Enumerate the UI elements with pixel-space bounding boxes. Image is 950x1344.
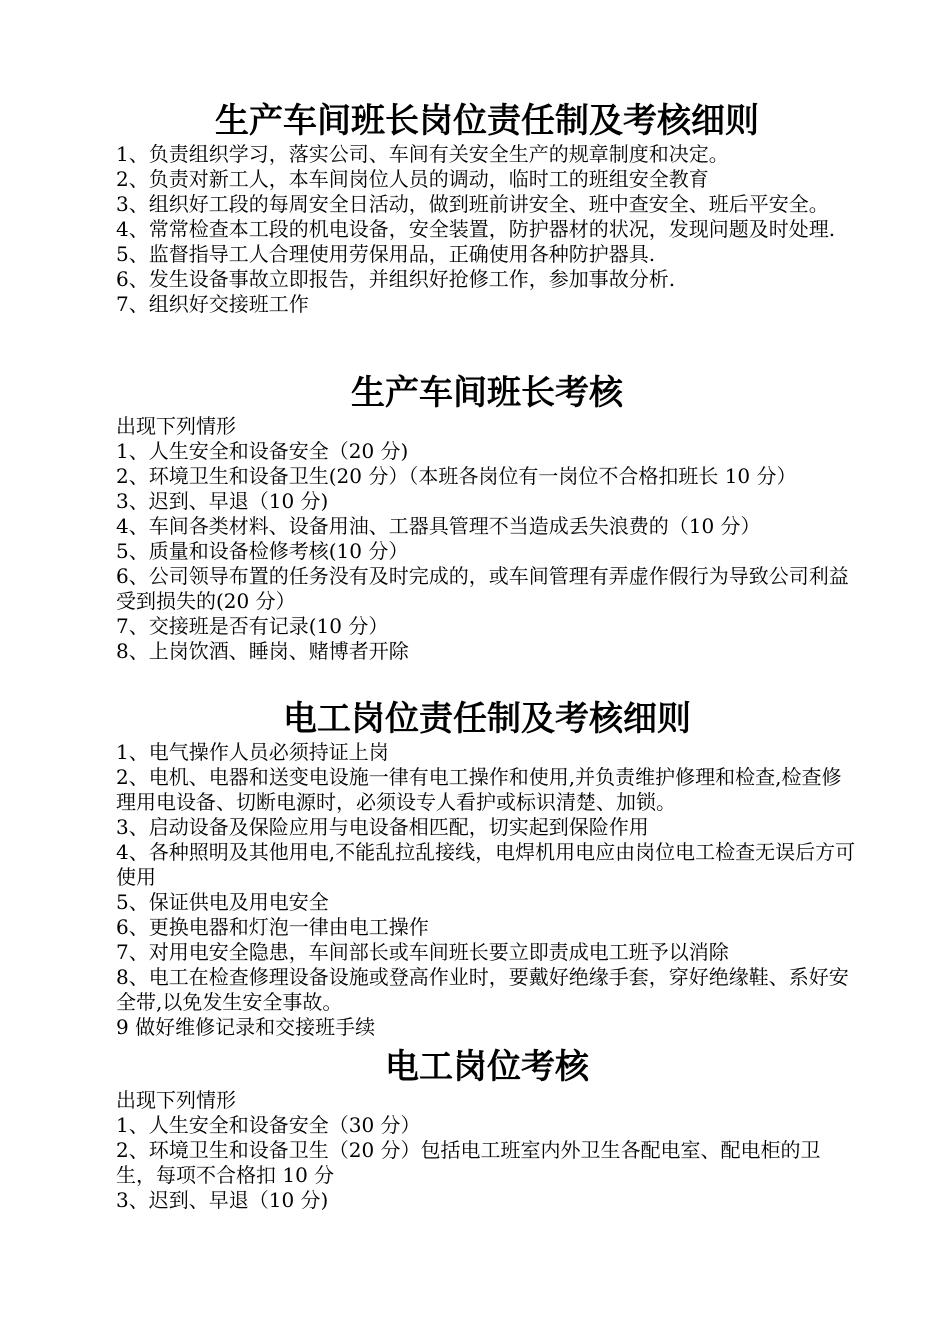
list-item: 5、监督指导工人合理使用劳保用品，正确使用各种防护器具. xyxy=(116,242,656,266)
list-item: 3、组织好工段的每周安全日活动，做到班前讲安全、班中查安全、班后平安全。 xyxy=(116,192,829,216)
list-item: 2、环境卫生和设备卫生（20 分）包括电工班室内外卫生各配电室、配电柜的卫生，每项不合格扣 10 分 xyxy=(116,1138,821,1187)
list-item: 3、启动设备及保险应用与电设备相匹配，切实起到保险作用 xyxy=(116,815,649,839)
list-item: 6、公司领导布置的任务没有及时完成的，或车间管理有弄虚作假行为导致公司利益受到损失的(20 分） xyxy=(116,564,849,613)
list-item: 8、上岗饮酒、睡岗、赌博者开除 xyxy=(116,639,409,663)
section-title: 生产车间班长考核 xyxy=(351,373,623,413)
list-item: 1、人生安全和设备安全（30 分） xyxy=(116,1113,421,1137)
section-electrician-assessment xyxy=(116,1046,858,1213)
list-item: 4、各种照明及其他用电,不能乱拉乱接线，电焊机用电应由岗位电工检查无误后方可使用 xyxy=(116,840,856,889)
list-item: 2、环境卫生和设备卫生(20 分）（本班各岗位有一岗位不合格扣班长 10 分） xyxy=(116,464,797,488)
list-item: 1、电气操作人员必须持证上岗 xyxy=(116,740,389,764)
section-title: 电工岗位考核 xyxy=(385,1047,589,1087)
list-item: 3、迟到、早退（10 分) xyxy=(116,489,329,513)
section-electrician-duties xyxy=(116,698,858,1040)
list-item: 9 做好维修记录和交接班手续 xyxy=(116,1015,376,1039)
section-title: 电工岗位责任制及考核细则 xyxy=(283,699,691,739)
list-item: 8、电工在检查修理设备设施或登高作业时，要戴好绝缘手套，穿好绝缘鞋、系好安全带,以免发生安全事故。 xyxy=(116,965,849,1014)
list-item: 5、质量和设备检修考核(10 分） xyxy=(116,539,409,563)
list-item: 2、电机、电器和送变电设施一律有电工操作和使用,并负责维护修理和检查,检查修理用电设备、切断电源时，必须设专人看护或标识清楚、加锁。 xyxy=(116,765,842,814)
list-item: 6、发生设备事故立即报告，并组织好抢修工作，参加事故分析. xyxy=(116,267,676,291)
section-team-leader-assessment xyxy=(116,372,858,664)
list-item: 1、负责组织学习，落实公司、车间有关安全生产的规章制度和决定。 xyxy=(116,142,729,166)
list-item: 4、车间各类材料、设备用油、工器具管理不当造成丢失浪费的（10 分） xyxy=(116,514,761,538)
list-item: 1、人生安全和设备安全（20 分) xyxy=(116,439,409,463)
list-item: 2、负责对新工人，本车间岗位人员的调动，临时工的班组安全教育 xyxy=(116,167,709,191)
list-item: 7、交接班是否有记录(10 分） xyxy=(116,614,389,638)
list-item: 7、组织好交接班工作 xyxy=(116,292,309,316)
section-team-leader-duties xyxy=(116,100,858,317)
list-item: 7、对用电安全隐患，车间部长或车间班长要立即责成电工班予以消除 xyxy=(116,940,729,964)
list-item: 4、常常检查本工段的机电设备，安全装置，防护器材的状况，发现问题及时处理. xyxy=(116,217,836,241)
section-title: 生产车间班长岗位责任制及考核细则 xyxy=(215,101,759,141)
list-item: 3、迟到、早退（10 分) xyxy=(116,1188,329,1212)
list-item: 6、更换电器和灯泡一律由电工操作 xyxy=(116,915,429,939)
list-item: 出现下列情形 xyxy=(116,1088,236,1112)
list-item: 5、保证供电及用电安全 xyxy=(116,890,329,914)
list-item: 出现下列情形 xyxy=(116,414,236,438)
